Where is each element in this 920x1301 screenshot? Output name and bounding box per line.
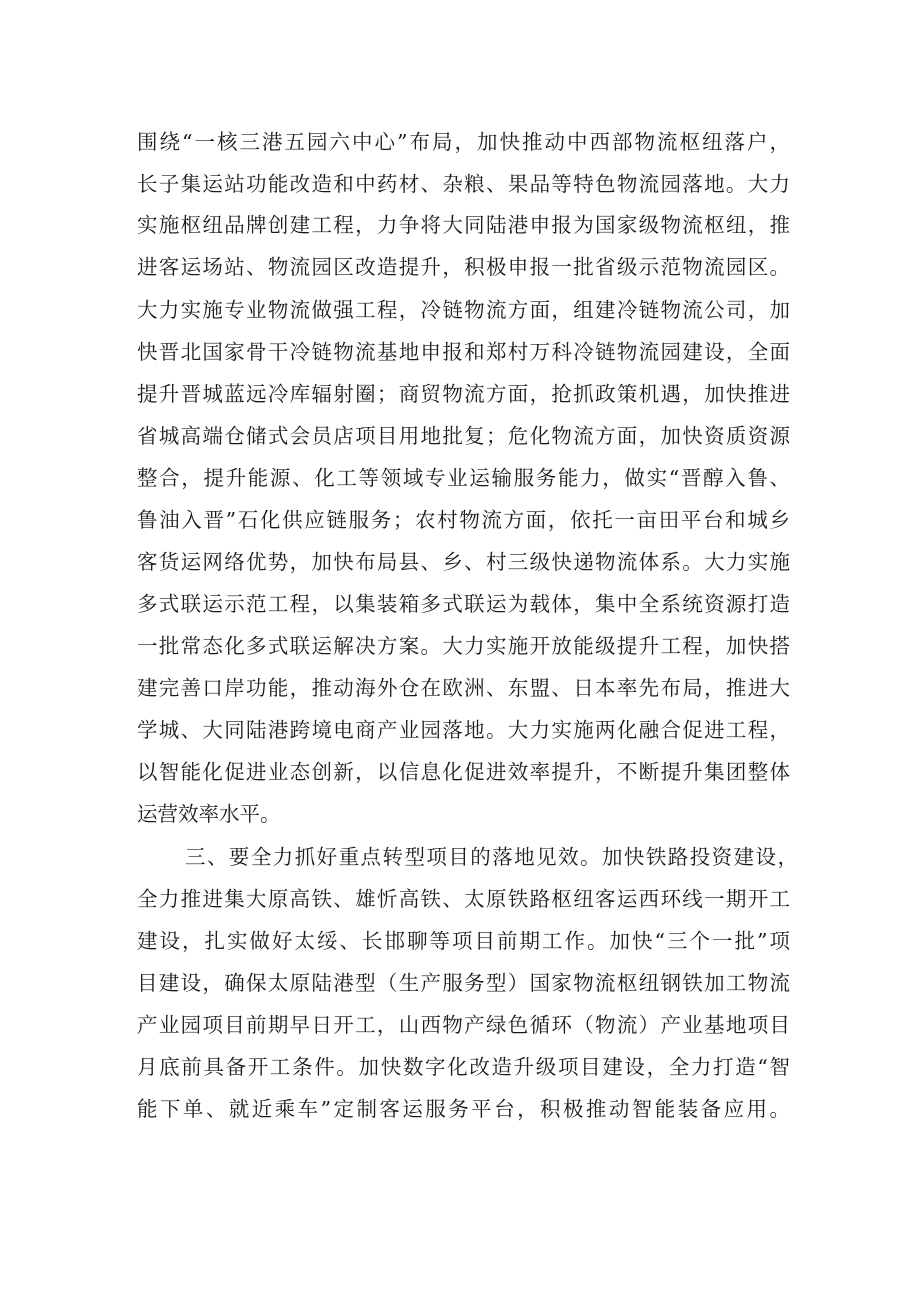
text-line: 建设，扎实做好太绥、长邯聊等项目前期工作。加快“三个一批”项: [137, 929, 790, 953]
text-line: 运营效率水平。: [137, 802, 281, 826]
text-line: 围绕“一核三港五园六中心”布局，加快推动中西部物流枢纽落户，: [137, 130, 790, 154]
text-line: 实施枢纽品牌创建工程，力争将大同陆港申报为国家级物流枢纽，推: [137, 213, 790, 237]
text-line: 提升晋城蓝远冷库辐射圈；商贸物流方面，抢抓政策机遇，加快推进: [137, 382, 790, 406]
text-line: 长子集运站功能改造和中药材、杂粮、果品等特色物流园落地。大力: [137, 172, 790, 196]
text-line: 整合，提升能源、化工等领域专业运输服务能力，做实“晋醇入鲁、: [137, 466, 790, 490]
text-line: 全力推进集大原高铁、雄忻高铁、太原铁路枢纽客运西环线一期开工: [137, 887, 790, 911]
text-line: 客货运网络优势，加快布局县、乡、村三级快递物流体系。大力实施: [137, 550, 790, 574]
text-line: 产业园项目前期早日开工，山西物产绿色循环（物流）产业基地项目: [137, 1013, 790, 1037]
text-line: 省城高端仓储式会员店项目用地批复；危化物流方面，加快资质资源: [137, 424, 790, 448]
text-line: 建完善口岸功能，推动海外仓在欧洲、东盟、日本率先布局，推进大: [137, 676, 790, 700]
section-heading-line: 三、要全力抓好重点转型项目的落地见效。加快铁路投资建设，: [185, 845, 798, 869]
text-line: 多式联运示范工程，以集装箱多式联运为载体，集中全系统资源打造: [137, 592, 790, 616]
text-line: 学城、大同陆港跨境电商产业园落地。大力实施两化融合促进工程，: [137, 718, 790, 742]
text-line: 快晋北国家骨干冷链物流基地申报和郑村万科冷链物流园建设，全面: [137, 340, 790, 364]
text-line: 一批常态化多式联运解决方案。大力实施开放能级提升工程，加快搭: [137, 634, 790, 658]
text-line: 目建设，确保太原陆港型（生产服务型）国家物流枢纽钢铁加工物流: [137, 971, 790, 995]
text-line: 进客运场站、物流园区改造提升，积极申报一批省级示范物流园区。: [137, 255, 790, 279]
text-line: 大力实施专业物流做强工程，冷链物流方面，组建冷链物流公司，加: [137, 298, 790, 322]
text-line: 以智能化促进业态创新，以信息化促进效率提升，不断提升集团整体: [137, 760, 790, 784]
text-line: 鲁油入晋”石化供应链服务；农村物流方面，依托一亩田平台和城乡: [137, 508, 790, 532]
text-line: 能下单、就近乘车”定制客运服务平台，积极推动智能装备应用。: [137, 1097, 790, 1121]
text-line: 月底前具备开工条件。加快数字化改造升级项目建设，全力打造“智: [137, 1055, 790, 1079]
